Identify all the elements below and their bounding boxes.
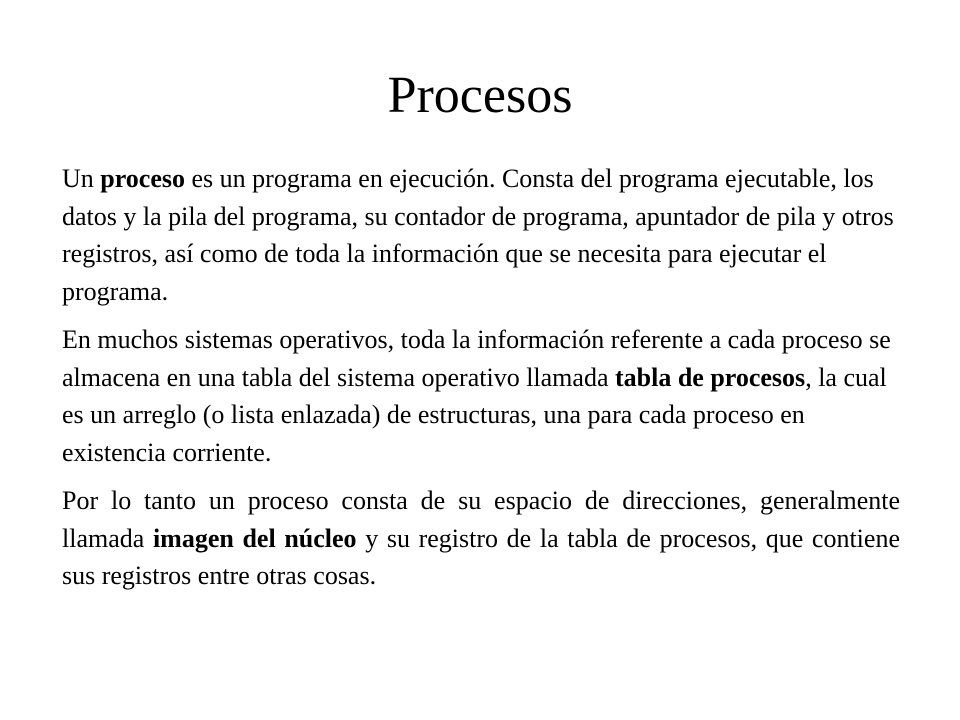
text-segment: En muchos sistemas operativos, toda la información referente a cada proceso se almacena en una tabla del sistema operativo llamada	[62, 325, 891, 392]
text-segment: Un	[62, 164, 101, 193]
term-imagen-del-nucleo: imagen del núcleo	[152, 523, 357, 553]
slide-body	[62, 160, 900, 595]
term-proceso: proceso	[100, 164, 186, 193]
slide-title: Procesos	[387, 67, 573, 124]
paragraph-process-composition	[62, 482, 900, 595]
paragraph-process-table	[62, 321, 900, 471]
text-segment: y su registro de la tabla de procesos, que contiene sus registros entre otras cosas.	[62, 523, 900, 590]
term-tabla-de-procesos: tabla de procesos	[614, 362, 806, 392]
paragraph-process-definition	[62, 160, 900, 310]
text-segment: , la cual es un arreglo (o lista enlazada) de estructuras, una para cada proceso en existencia corriente.	[62, 362, 887, 467]
text-segment: Por lo tanto un proceso consta de su espacio de direcciones, generalmente llamada	[62, 486, 900, 553]
text-segment: es un programa en ejecución. Consta del programa ejecutable, los datos y la pila del programa, su contador de programa, apuntador de pila y otros registros, así como de toda la información que se necesita para ejecutar el programa.	[62, 164, 894, 306]
